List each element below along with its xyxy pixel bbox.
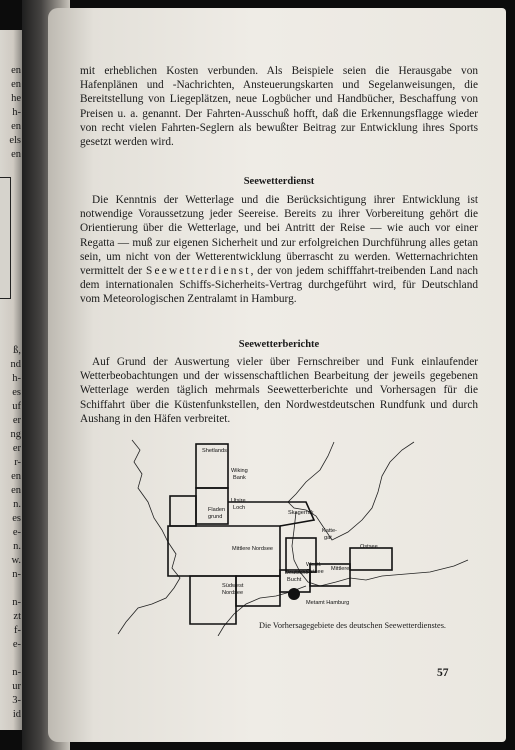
seewetterberichte-paragraph: Auf Grund der Auswertung vieler über Fernschreiber und Funk einlaufender Wetterbeobachtungen und der wissenschaftlichen Bearbeitung der jeweils gegebenen Wetterlage werden täglich mehrmals Seewetterberichte und Vorhersagen für die Schiffahrt über die Küstenfunkstellen, den Nordwestdeutschen Rundfunk und durch Aushang in den Häfen verbreitet.	[80, 356, 478, 425]
coast-scandinavia	[288, 442, 414, 540]
label-loch: Loch	[233, 505, 246, 511]
forecast-areas-map	[110, 436, 470, 636]
label-bank: Bank	[233, 475, 246, 481]
label-shetlands: Shetlands	[202, 448, 227, 454]
forecast-area-borders	[168, 444, 392, 624]
left-page-fragment: 3-	[12, 695, 21, 706]
area-ostsee	[350, 548, 392, 570]
label-suedwest-nordsee: Nordsee	[222, 590, 244, 596]
left-page-fragment: h-	[12, 107, 21, 118]
label-westl: Westl.	[306, 562, 322, 568]
left-page-fragment: e-	[12, 527, 21, 538]
left-page-fragment: en	[11, 121, 21, 132]
label-mittlere-nordsee: Mittlere Nordsee	[232, 546, 274, 552]
left-page-fragment: en	[11, 65, 21, 76]
page-number: 57	[437, 667, 449, 679]
left-page-fragment: en	[11, 149, 21, 160]
label-suedwest: Südwest	[222, 583, 244, 589]
left-page-fragment: zt	[13, 611, 21, 622]
left-page-fragment: uf	[12, 401, 21, 412]
label-metamt-hamburg: Metamt Hamburg	[306, 600, 350, 606]
area-fladengrund	[170, 496, 196, 526]
left-page-fragment	[0, 302, 22, 316]
seewetterdienst-term: Seewetterdienst	[146, 265, 251, 278]
left-page-fragment: es	[12, 513, 21, 524]
left-page-figure-edge	[0, 177, 11, 299]
left-page-fragment	[0, 316, 22, 330]
left-page-fragment: es	[12, 387, 21, 398]
left-page-fragment: nd	[10, 359, 21, 370]
label-utsire: Utsire	[231, 498, 246, 504]
left-page-fragment: n.	[13, 499, 21, 510]
left-page-fragment: id	[12, 709, 21, 720]
intro-paragraph: mit erheblichen Kosten verbunden. Als Beispiele seien die Herausgabe von Hafenplänen und -Nachrichten, Ansteuerungskarten und Segelanweisungen, die Bereitstellung von Liegeplätzen, neue Logbücher und Handbücher, Beschaffung von Preisen u. a. genannt. Der Fahrten-Ausschuß hofft, daß die Erkennungsflagge wieder von recht vielen Fahrten-Seglern als bewußter Beitrag zur Entwicklung ihres Sports gesetzt werden wird.	[80, 65, 478, 149]
left-page-fragment: er	[12, 443, 21, 454]
seewetterdienst-paragraph	[80, 193, 478, 307]
left-page-fragment: n.	[13, 541, 21, 552]
heading-seewetterdienst: Seewetterdienst	[243, 176, 315, 187]
heading-seewetterberichte: Seewetterberichte	[238, 339, 320, 350]
left-page-fragment: n-	[12, 597, 21, 608]
label-skagerrak: Skagerrak	[288, 510, 314, 516]
left-page-fragment: r-	[14, 457, 21, 468]
label-bucht: Bucht	[287, 577, 302, 583]
seewetterdienst-text-before: Die Kenntnis der Wetterlage und die Berücksichtigung ihrer Entwicklung ist notwendige Voraussetzung jeder Seereise. Bereits zu ihrer Vorbereitung gehört die Orientierung über die Wetterlage, und bei Antritt der Reise — wie auch vor einer Regatta — muß zur eigenen Sicherheit und zur erfolgreichen Durchführung alles getan sein, um nicht von der Wetterentwicklung überrascht zu werden. Wetternachrichten vermittelt der	[80, 194, 478, 278]
label-grund: grund	[208, 514, 223, 520]
label-mittlere: Mittlere	[331, 566, 350, 572]
left-page-fragment	[0, 652, 22, 666]
coast-britain	[118, 440, 180, 634]
left-page-fragment	[0, 162, 22, 176]
left-page-fragment: he	[11, 93, 21, 104]
left-page-fragment: ur	[12, 681, 21, 692]
label-fladen: Fladen	[208, 507, 226, 513]
left-page-fragment	[0, 330, 22, 344]
label-gat: gat	[324, 535, 332, 541]
label-deutsche: Deutsche	[285, 570, 309, 576]
left-page-fragment: h-	[12, 373, 21, 384]
hamburg-marker	[288, 588, 300, 600]
left-page-fragment: en	[11, 485, 21, 496]
left-page-fragment: f-	[14, 625, 21, 636]
left-page-fragment: en	[11, 79, 21, 90]
left-page-fragment: e-	[12, 639, 21, 650]
left-page-fragment: els	[9, 135, 21, 146]
label-westl-ostsee: Ostsee	[306, 569, 324, 575]
left-page-fragment: er	[12, 415, 21, 426]
left-page-edge	[0, 30, 22, 730]
left-page-fragment: n-	[12, 569, 21, 580]
label-wiking: Wiking	[231, 468, 248, 474]
map-caption: Die Vorhersagegebiete des deutschen Seewetterdienstes.	[259, 621, 446, 630]
left-page-fragment: ß,	[13, 345, 21, 356]
left-page-fragment: ng	[10, 429, 21, 440]
left-page-fragment: w.	[11, 555, 21, 566]
seewetterdienst-text-after: , der von jedem schifffahrt-treibenden Land nach dem internationalen Schiffs-Sicherheits-Vertrag durchgeführt wird, für Deutschland vom Meteorologischen Zentralamt in Hamburg.	[80, 265, 478, 306]
label-ostsee: Ostsee	[360, 544, 378, 550]
left-page-text-fragments	[0, 64, 22, 722]
left-page-fragment: n-	[12, 667, 21, 678]
left-page-fragment	[0, 582, 22, 596]
label-katte: Katte-	[322, 528, 337, 534]
left-page-fragment: en	[11, 471, 21, 482]
